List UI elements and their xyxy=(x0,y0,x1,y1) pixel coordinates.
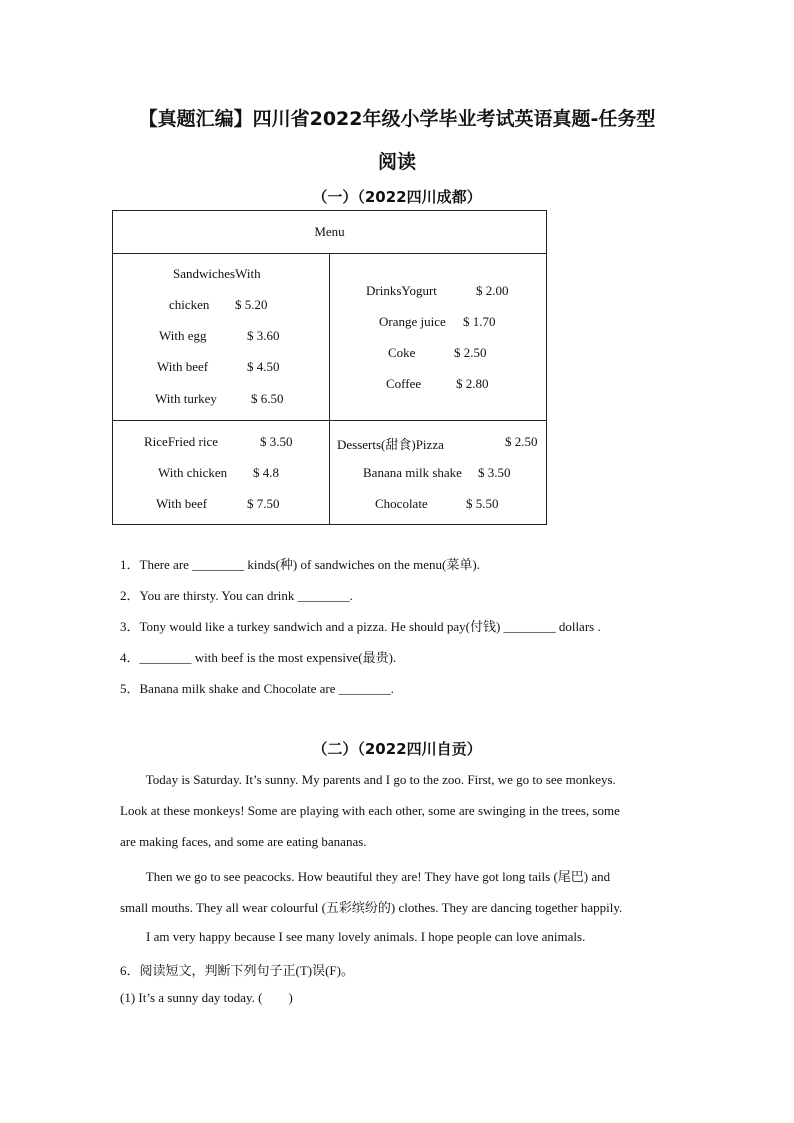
menu-item-name: Chocolate xyxy=(375,496,428,511)
section-heading-2: （二）（2022四川自贡） xyxy=(312,740,482,758)
menu-item-price: $ 2.50 xyxy=(505,434,538,449)
rice-cell xyxy=(113,421,330,525)
sandwiches-heading: SandwichesWith xyxy=(173,266,261,281)
menu-item-price: $ 3.60 xyxy=(247,328,280,343)
question-4: 4．________ with beef is the most expensive(最贵). xyxy=(120,650,397,665)
document-title: 【真题汇编】四川省2022年级小学毕业考试英语真题-任务型 xyxy=(138,108,656,130)
question-5: 5．Banana milk shake and Chocolate are ________. xyxy=(120,681,395,696)
question-2: 2．You are thirsty. You can drink ________. xyxy=(120,588,353,603)
passage-line: Look at these monkeys! Some are playing with each other, some are swinging in the trees, some xyxy=(120,803,620,818)
menu-table xyxy=(112,210,547,525)
menu-item-name: Banana milk shake xyxy=(363,465,462,480)
menu-item-price: $ 1.70 xyxy=(463,314,496,329)
menu-item-name: Orange juice xyxy=(379,314,446,329)
menu-item-price: $ 2.50 xyxy=(454,345,487,360)
menu-item-price: $ 5.50 xyxy=(466,496,499,511)
menu-item-price: $ 4.50 xyxy=(247,359,280,374)
menu-header: Menu xyxy=(113,211,547,254)
passage-line: Then we go to see peacocks. How beautiful they are! They have got long tails (尾巴) and xyxy=(120,869,611,884)
passage-line: are making faces, and some are eating bananas. xyxy=(120,834,367,849)
question-3: 3．Tony would like a turkey sandwich and a pizza. He should pay(付钱) ________ dollars . xyxy=(120,619,601,634)
menu-item-name: With chicken xyxy=(158,465,228,480)
passage-line: I am very happy because I see many lovely animals. I hope people can love animals. xyxy=(120,929,586,944)
menu-item-price: $ 2.80 xyxy=(456,376,489,391)
menu-item-price: $ 2.00 xyxy=(476,283,509,298)
menu-item-name: chicken xyxy=(169,297,210,312)
menu-item-price: $ 3.50 xyxy=(478,465,511,480)
menu-item-name: DrinksYogurt xyxy=(366,283,437,298)
menu-item-name: Desserts(甜食)Pizza xyxy=(337,437,444,452)
menu-item-price: $ 7.50 xyxy=(247,496,280,511)
menu-item-name: With egg xyxy=(159,328,207,343)
question-6: 6．阅读短文，判断下列句子正(T)误(F)。 xyxy=(120,963,354,978)
menu-item-price: $ 5.20 xyxy=(235,297,268,312)
desserts-cell xyxy=(330,421,547,525)
menu-item-price: $ 6.50 xyxy=(251,391,284,406)
menu-item-name: Coffee xyxy=(386,376,422,391)
drinks-cell xyxy=(330,254,547,421)
question-1: 1．There are ________ kinds(种) of sandwiches on the menu(菜单). xyxy=(120,557,480,572)
passage-line: Today is Saturday. It’s sunny. My parents and I go to the zoo. First, we go to see monkeys. xyxy=(120,772,616,787)
question-6-1: (1) It’s a sunny day today. ( ) xyxy=(120,990,293,1005)
menu-item-name: With beef xyxy=(156,496,208,511)
menu-item-price: $ 4.8 xyxy=(253,465,279,480)
section-heading-1: （一）（2022四川成都） xyxy=(312,188,482,206)
menu-item-name: Coke xyxy=(388,345,416,360)
menu-item-name: With turkey xyxy=(155,391,217,406)
sandwiches-cell xyxy=(113,254,330,421)
passage-line: small mouths. They all wear colourful (五彩缤纷的) clothes. They are dancing together happily. xyxy=(120,900,623,915)
menu-item-price: $ 3.50 xyxy=(260,434,293,449)
menu-item-name: With beef xyxy=(157,359,209,374)
menu-item-name: RiceFried rice xyxy=(144,434,218,449)
document-title-line2: 阅读 xyxy=(377,151,416,173)
